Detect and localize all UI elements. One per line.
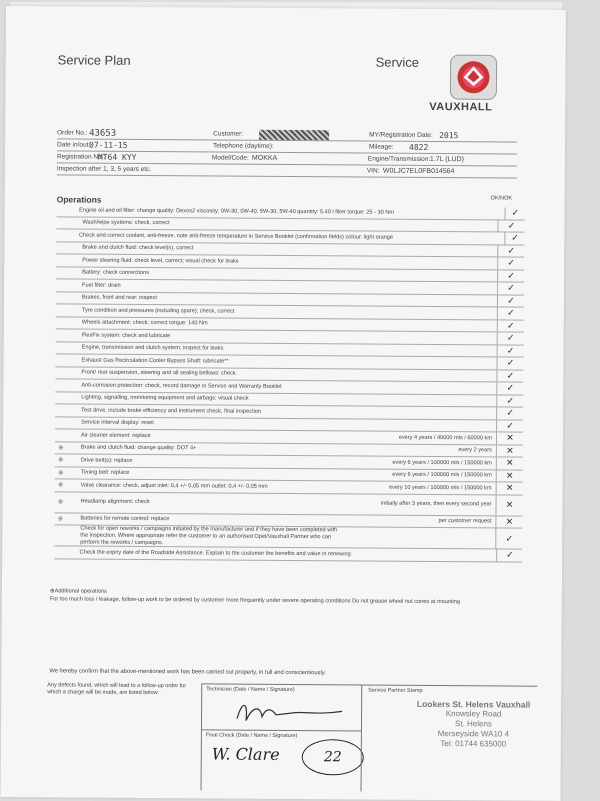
defects-text: Any defects found, which will lead to a follow-up order for which a charge will be made, are listed below: — [47, 682, 197, 697]
operation-text: Engine oil and oil filter: change quality: Dexos2 viscosity: 0W-30, 0W-40, 5W-30, 5W-40 quantity: 5.40 l filter torque: 25 - 30 Nm — [65, 207, 394, 215]
ok-check-icon: ✓ — [497, 549, 523, 561]
brand-name: VAUXHALL — [429, 101, 492, 113]
operation-text: Brake and clutch fluid: change quality: DOT 4+ — [67, 445, 342, 453]
final-check-initials: 22 — [302, 739, 364, 775]
technician-signature-icon — [232, 697, 352, 728]
operation-text: Check the expiry date of the Roadside Assistance. Explain to the customer the benefits and value in renewing — [66, 549, 351, 557]
operation-interval — [343, 312, 497, 313]
operation-interval: every 4 years / 40000 mls / 60000 km — [342, 434, 496, 441]
header-row — [57, 163, 517, 178]
operation-text: Valve clearance: check, adjust inlet: 0,4 +/- 0,05 mm outlet: 0,4 +/- 0,05 mm — [67, 482, 342, 490]
stamp-line: St. Helens — [411, 719, 536, 730]
nok-cross-icon: ✕ — [496, 457, 523, 469]
model-value: MOKKA — [252, 155, 368, 163]
vin-label: VIN: — [367, 168, 383, 175]
operation-interval — [342, 412, 496, 413]
ok-check-icon: ✓ — [495, 528, 522, 548]
operation-interval — [343, 300, 497, 301]
vauxhall-griffin-logo-icon — [449, 54, 497, 100]
operation-text: Headlamp alignment: check — [67, 498, 342, 507]
my-reg-label: MY/Registration Date: — [369, 132, 439, 139]
ok-check-icon: ✓ — [496, 407, 523, 419]
operation-interval — [342, 375, 496, 376]
operation-text: FlexFix system: check and lubricate — [68, 332, 343, 340]
nok-cross-icon: ✕ — [496, 432, 523, 444]
operation-interval — [343, 362, 497, 363]
ok-check-icon: ✓ — [497, 295, 524, 307]
ok-check-icon: ✓ — [497, 270, 524, 282]
footnote-text: For too much loss / leakage, follow-up work to be ordered by customer more frequently under severe operating conditions Do not grease wheel nut cones at mounting — [50, 596, 530, 607]
operations-table — [54, 204, 524, 562]
operation-text: Check and correct coolant, anti-freeze, note anti-freeze temperature in Service Booklet (confirmation fields) colour: light orange — [65, 232, 393, 240]
date-in-value: 07-11-15 — [87, 141, 213, 151]
reg-no-value: MT64 KYY — [92, 153, 212, 163]
nok-cross-icon: ✕ — [496, 482, 523, 494]
stamp-line: Merseyside WA10 4 — [411, 729, 536, 740]
operation-text: Batteries for remote control: replace — [66, 516, 341, 524]
ok-check-icon: ✓ — [505, 207, 525, 219]
nok-cross-icon: ✕ — [495, 516, 522, 528]
operation-interval — [343, 337, 497, 338]
operation-interval — [342, 425, 496, 426]
ok-check-icon: ✓ — [497, 332, 524, 344]
operation-interval: every 6 years / 100000 mls / 150000 km — [342, 459, 496, 466]
operation-text: Lighting, signalling, monitoring equipment and airbags: visual check — [67, 395, 342, 403]
operation-text: Anti-corrosion protection: check, record damage in Service and Warranty Booklet — [67, 382, 342, 390]
nok-cross-icon: ✕ — [495, 495, 522, 515]
nok-cross-icon: ✕ — [496, 445, 523, 457]
operation-text: Engine, transmission and clutch system: inspect for leaks — [68, 345, 343, 353]
ok-check-icon: ✓ — [497, 345, 524, 357]
customer-label: Customer: — [213, 130, 245, 137]
model-label: Model/Code: — [212, 154, 252, 161]
operation-text: Wheels attachment: check, correct torque: 140 Nm — [68, 320, 343, 328]
ok-check-icon: ✓ — [497, 320, 524, 332]
mileage-value: 4822 — [397, 143, 428, 152]
confirmation-text: We hereby confirm that the above-mentioned work has been carried out properly, in full and conscientiously. — [49, 668, 326, 676]
service-plan-sheet — [0, 6, 566, 801]
operation-interval — [343, 225, 497, 226]
technician-box — [201, 683, 362, 731]
operation-interval — [343, 250, 497, 251]
stamp-label: Service Partner Stamp — [362, 686, 537, 697]
stamp-line: Knowsley Road — [411, 709, 536, 720]
my-reg-value: 2015 — [439, 131, 458, 140]
vin-value: W0LJC7EL0FB014564 — [383, 168, 455, 175]
operation-text: Power steering fluid: check level, correct; visual check for leaks — [68, 257, 343, 265]
operation-text: Battery: check connections — [68, 270, 343, 278]
operation-text: Timing belt: replace — [67, 470, 342, 478]
engine-value: 1.7L (LUD) — [430, 156, 464, 163]
additional-op-icon: ⊕ — [55, 457, 67, 464]
additional-op-icon: ⊕ — [54, 515, 66, 522]
operation-text: Wash/wipe systems: check, correct — [68, 220, 343, 228]
final-check-signature: W. Clare — [212, 744, 280, 763]
operation-interval — [343, 325, 497, 326]
operation-text: Brakes, front and rear: inspect — [68, 295, 343, 303]
operation-interval — [351, 554, 497, 555]
service-label: Service — [376, 55, 419, 70]
stamp-line: Lookers St. Helens Vauxhall — [411, 699, 536, 710]
operation-interval — [394, 212, 505, 213]
reg-no-label: Registration No.: — [57, 153, 92, 160]
operation-interval: every 6 years / 100000 mls / 150000 km — [342, 472, 496, 479]
operation-text: Service interval display: reset — [67, 420, 342, 428]
operation-text: Air cleaner element: replace — [67, 432, 342, 440]
ok-check-icon: ✓ — [496, 382, 523, 394]
ok-check-icon: ✓ — [497, 220, 524, 232]
operation-interval: every 10 years / 100000 mls / 150000 km — [342, 484, 496, 491]
operation-interval — [343, 350, 497, 351]
dealer-stamp — [411, 699, 536, 750]
operation-interval: initially after 3 years, then every second year — [342, 500, 496, 508]
additional-op-icon: ⊕ — [55, 482, 67, 489]
operation-row — [54, 546, 522, 562]
customer-redacted — [245, 129, 369, 140]
order-no-value: 43653 — [87, 128, 213, 139]
operation-interval: per customer request — [341, 518, 495, 525]
ok-check-icon: ✓ — [496, 420, 523, 432]
additional-op-icon: ⊕ — [55, 498, 67, 505]
technician-label: Technician (Date / Name / Signature) — [202, 684, 362, 695]
date-in-label: Date in/out: — [57, 141, 87, 148]
inspection-label: Inspection after 1, 3, 5 years etc. — [57, 165, 367, 174]
operation-text: Front/ rear suspension, steering and all sealing bellows: check — [67, 370, 342, 378]
operation-text: Check for open reworks / campaigns initiated by the manufacturer and if they have been completed with the inspection. Where appropriate refer the customer to an authorised Opel/Vauxhall Partner who can perform the reworks / campaigns. — [66, 525, 341, 548]
additional-operations-note: ⊕Additional operations — [50, 588, 530, 599]
final-check-box — [201, 729, 362, 791]
operation-text: Drive belt(s): replace — [67, 457, 342, 465]
ok-check-icon: ✓ — [497, 257, 524, 269]
operation-interval — [393, 237, 505, 238]
operation-interval — [341, 537, 495, 538]
document-title: Service Plan — [58, 52, 131, 68]
mileage-label: Mileage: — [369, 144, 397, 151]
operation-interval — [342, 400, 496, 401]
operation-text: Fuel filter: drain — [68, 282, 343, 290]
ok-check-icon: ✓ — [496, 370, 523, 382]
operation-interval — [342, 387, 496, 388]
final-check-label: Final Check (Date / Name / Signature) — [202, 730, 362, 741]
vehicle-header — [57, 127, 517, 178]
telephone-label: Telephone (daytime): — [213, 142, 369, 150]
additional-op-icon: ⊕ — [55, 469, 67, 476]
engine-label: Engine/Transmission: — [368, 156, 430, 163]
operation-interval — [343, 262, 497, 263]
footnotes — [50, 588, 530, 606]
ok-check-icon: ✓ — [496, 395, 523, 407]
operation-text: Tyre condition and pressures (including spare); check, correct — [68, 307, 343, 315]
ok-check-icon: ✓ — [497, 282, 524, 294]
ok-check-icon: ✓ — [497, 307, 524, 319]
operation-text: Exhaust Gas Recirculation Cooler Bypass Shaft: lubricate** — [68, 357, 343, 365]
ok-check-icon: ✓ — [505, 232, 525, 244]
stamp-line: Tel: 01744 635000 — [411, 739, 536, 750]
order-no-label: Order No.: — [57, 129, 87, 136]
operation-interval — [343, 287, 497, 288]
ok-check-icon: ✓ — [496, 357, 523, 369]
operation-text: Test drive, include brake efficiency and instrument check, final inspection — [67, 407, 342, 415]
ok-nok-title: OK/NOK — [491, 195, 512, 201]
operation-interval: every 2 years — [342, 447, 496, 454]
nok-cross-icon: ✕ — [496, 470, 523, 482]
additional-op-icon: ⊕ — [55, 444, 67, 451]
operation-text: Brake and clutch fluid: check level(s), correct — [68, 245, 343, 253]
operation-interval — [343, 275, 497, 276]
operations-title: Operations — [57, 194, 102, 204]
ok-check-icon: ✓ — [497, 245, 524, 257]
